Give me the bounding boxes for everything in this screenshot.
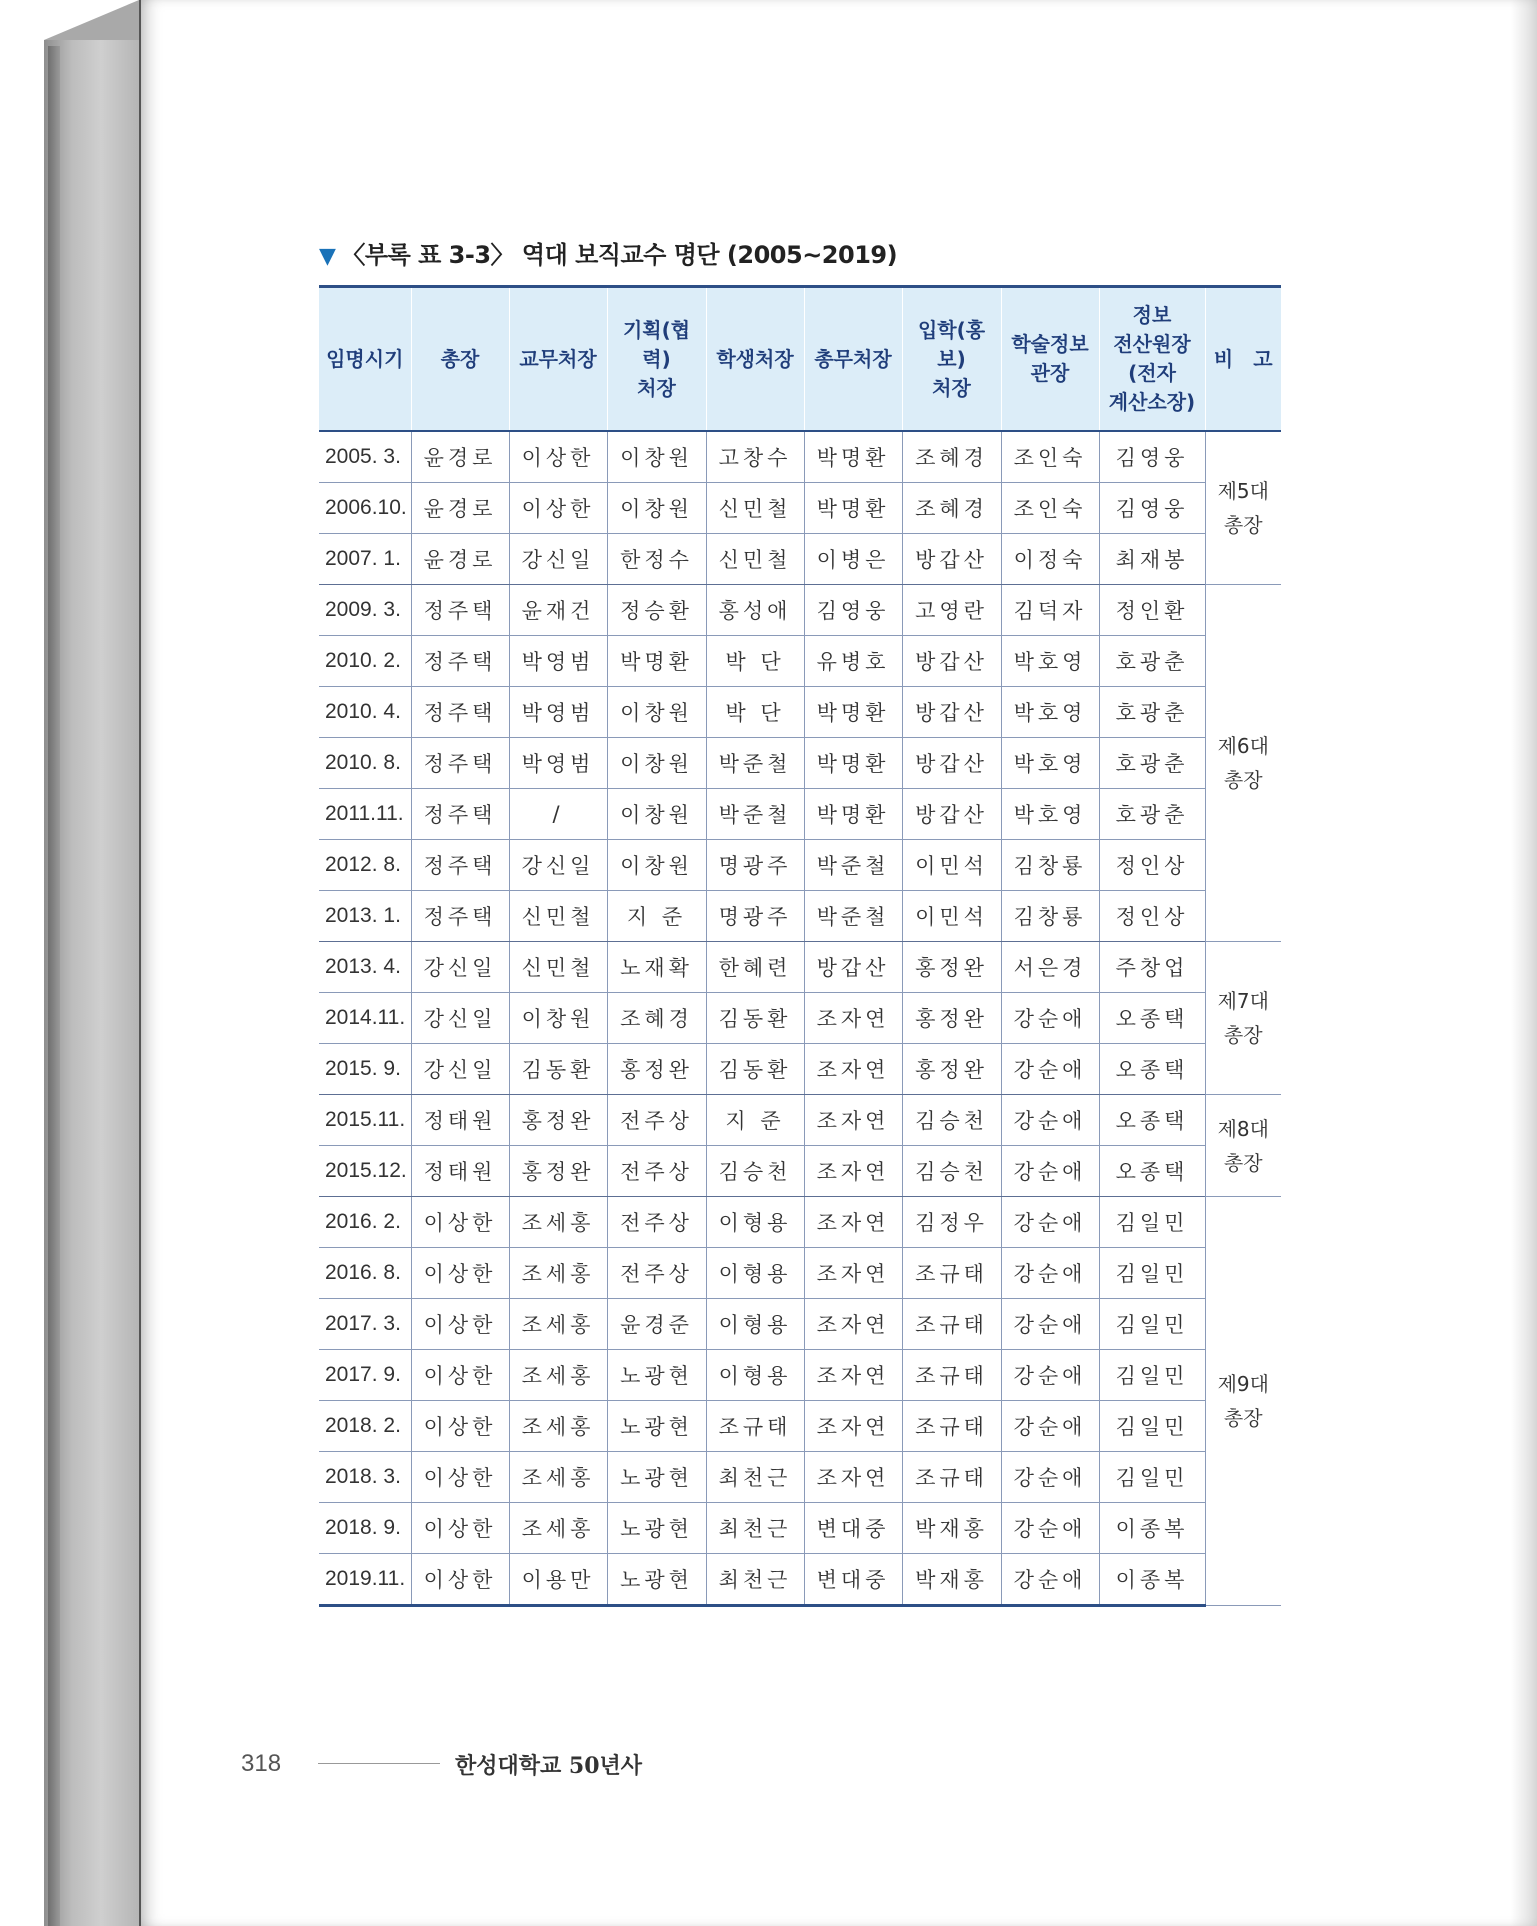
staff-name-cell: 이창원 xyxy=(607,789,706,840)
staff-name-cell: 이상한 xyxy=(411,1452,509,1503)
footer-rule xyxy=(318,1763,440,1764)
staff-name-cell: 홍성애 xyxy=(706,585,804,636)
staff-name-cell: 정주택 xyxy=(411,687,509,738)
staff-name-cell: 윤재건 xyxy=(509,585,607,636)
appointment-date: 2009. 3. xyxy=(319,585,411,636)
staff-name-cell: 박준철 xyxy=(804,891,902,942)
staff-name-cell: 조자연 xyxy=(804,1146,902,1197)
staff-name-cell: 전주상 xyxy=(607,1095,706,1146)
staff-name-cell: 전주상 xyxy=(607,1248,706,1299)
staff-name-cell: 이상한 xyxy=(411,1401,509,1452)
staff-name-cell: 윤경로 xyxy=(411,483,509,534)
staff-name-cell: 이상한 xyxy=(509,483,607,534)
column-header: 학술정보 관장 xyxy=(1001,287,1099,432)
table-row xyxy=(319,1197,1281,1248)
staff-name-cell: 조규태 xyxy=(902,1452,1001,1503)
staff-name-cell: 홍정완 xyxy=(902,993,1001,1044)
staff-name-cell: 고창수 xyxy=(706,431,804,483)
staff-name-cell: 조세홍 xyxy=(509,1248,607,1299)
staff-name-cell: 홍정완 xyxy=(902,942,1001,993)
staff-name-cell: 박준철 xyxy=(706,789,804,840)
staff-name-cell: 서은경 xyxy=(1001,942,1099,993)
staff-name-cell: 조자연 xyxy=(804,1044,902,1095)
staff-name-cell: 이상한 xyxy=(411,1503,509,1554)
remark-cell: 제9대 총장 xyxy=(1205,1197,1281,1606)
staff-name-cell: 노광현 xyxy=(607,1350,706,1401)
staff-name-cell: 조규태 xyxy=(902,1299,1001,1350)
staff-name-cell: 김정우 xyxy=(902,1197,1001,1248)
staff-name-cell: 강순애 xyxy=(1001,1095,1099,1146)
staff-name-cell: 김동환 xyxy=(706,1044,804,1095)
staff-name-cell: 박호영 xyxy=(1001,636,1099,687)
table-row xyxy=(319,1044,1281,1095)
column-header: 교무처장 xyxy=(509,287,607,432)
staff-name-cell: 홍정완 xyxy=(509,1146,607,1197)
staff-name-cell: 박재홍 xyxy=(902,1503,1001,1554)
table-title-text: 〈부록 표 3-3〉 역대 보직교수 명단 (2005~2019) xyxy=(341,241,898,269)
table-row xyxy=(319,1299,1281,1350)
staff-name-cell: 박 단 xyxy=(706,636,804,687)
table-row xyxy=(319,1095,1281,1146)
remark-cell: 제7대 총장 xyxy=(1205,942,1281,1095)
appointment-date: 2012. 8. xyxy=(319,840,411,891)
staff-name-cell: 조자연 xyxy=(804,1095,902,1146)
staff-name-cell: 유병호 xyxy=(804,636,902,687)
staff-name-cell: 방갑산 xyxy=(902,636,1001,687)
staff-name-cell: 정주택 xyxy=(411,840,509,891)
table-row xyxy=(319,942,1281,993)
staff-name-cell: 오종택 xyxy=(1099,1044,1205,1095)
appointment-date: 2005. 3. xyxy=(319,431,411,483)
staff-name-cell: 이창원 xyxy=(607,687,706,738)
staff-name-cell: 김덕자 xyxy=(1001,585,1099,636)
staff-name-cell: 명광주 xyxy=(706,891,804,942)
staff-name-cell: 정인상 xyxy=(1099,891,1205,942)
staff-name-cell: 박호영 xyxy=(1001,738,1099,789)
staff-name-cell: 김승천 xyxy=(902,1095,1001,1146)
staff-name-cell: 이민석 xyxy=(902,840,1001,891)
table-row xyxy=(319,636,1281,687)
staff-name-cell: 이창원 xyxy=(607,431,706,483)
table-row xyxy=(319,789,1281,840)
staff-name-cell: 이상한 xyxy=(411,1248,509,1299)
staff-name-cell: 전주상 xyxy=(607,1146,706,1197)
appointment-date: 2018. 3. xyxy=(319,1452,411,1503)
staff-name-cell: 김영웅 xyxy=(1099,483,1205,534)
staff-name-cell: 방갑산 xyxy=(902,789,1001,840)
table-row xyxy=(319,534,1281,585)
staff-name-cell: 조혜경 xyxy=(902,483,1001,534)
staff-name-cell: 조세홍 xyxy=(509,1350,607,1401)
staff-name-cell: 조자연 xyxy=(804,1350,902,1401)
appointment-date: 2010. 8. xyxy=(319,738,411,789)
appointment-date: 2006.10. xyxy=(319,483,411,534)
table-body xyxy=(319,431,1281,1606)
staff-name-cell: 조자연 xyxy=(804,1452,902,1503)
staff-name-cell: 이형용 xyxy=(706,1299,804,1350)
staff-name-cell: 명광주 xyxy=(706,840,804,891)
staff-table xyxy=(319,285,1281,1607)
staff-name-cell: 최재봉 xyxy=(1099,534,1205,585)
staff-name-cell: 강순애 xyxy=(1001,1401,1099,1452)
staff-name-cell: 이형용 xyxy=(706,1248,804,1299)
book-title: 한성대학교 50년사 xyxy=(455,1753,643,1779)
staff-name-cell: 박준철 xyxy=(804,840,902,891)
table-row xyxy=(319,1146,1281,1197)
staff-name-cell: 김일민 xyxy=(1099,1401,1205,1452)
staff-name-cell: 호광춘 xyxy=(1099,738,1205,789)
staff-name-cell: 박호영 xyxy=(1001,789,1099,840)
remark-cell: 제6대 총장 xyxy=(1205,585,1281,942)
appointment-date: 2014.11. xyxy=(319,993,411,1044)
appointment-date: 2016. 2. xyxy=(319,1197,411,1248)
staff-name-cell: 윤경로 xyxy=(411,431,509,483)
appointment-date: 2010. 4. xyxy=(319,687,411,738)
staff-name-cell: 조자연 xyxy=(804,1401,902,1452)
staff-name-cell: 박재홍 xyxy=(902,1554,1001,1606)
book-spine-top xyxy=(44,0,139,40)
staff-name-cell: 조자연 xyxy=(804,1248,902,1299)
staff-name-cell: 호광춘 xyxy=(1099,687,1205,738)
staff-name-cell: 조인숙 xyxy=(1001,483,1099,534)
staff-name-cell: 박명환 xyxy=(804,687,902,738)
staff-name-cell: 김일민 xyxy=(1099,1197,1205,1248)
staff-name-cell: 김승천 xyxy=(902,1146,1001,1197)
staff-name-cell: 강신일 xyxy=(411,993,509,1044)
column-header: 기획(협력) 처장 xyxy=(607,287,706,432)
staff-name-cell: 강신일 xyxy=(411,1044,509,1095)
staff-name-cell: 정인상 xyxy=(1099,840,1205,891)
table-row xyxy=(319,738,1281,789)
staff-name-cell: 박명환 xyxy=(804,431,902,483)
staff-name-cell: 강순애 xyxy=(1001,993,1099,1044)
appointment-date: 2018. 2. xyxy=(319,1401,411,1452)
staff-name-cell: 이상한 xyxy=(411,1350,509,1401)
table-row xyxy=(319,1350,1281,1401)
staff-name-cell: 이종복 xyxy=(1099,1503,1205,1554)
staff-name-cell: / xyxy=(509,789,607,840)
staff-name-cell: 이상한 xyxy=(411,1554,509,1606)
staff-name-cell: 조자연 xyxy=(804,1299,902,1350)
staff-name-cell: 박명환 xyxy=(804,789,902,840)
staff-name-cell: 정승환 xyxy=(607,585,706,636)
staff-name-cell: 김일민 xyxy=(1099,1350,1205,1401)
staff-name-cell: 윤경로 xyxy=(411,534,509,585)
staff-name-cell: 강신일 xyxy=(411,942,509,993)
staff-name-cell: 정인환 xyxy=(1099,585,1205,636)
staff-name-cell: 강순애 xyxy=(1001,1299,1099,1350)
staff-name-cell: 이창원 xyxy=(607,738,706,789)
staff-name-cell: 홍정완 xyxy=(509,1095,607,1146)
staff-name-cell: 변대중 xyxy=(804,1554,902,1606)
staff-name-cell: 조세홍 xyxy=(509,1197,607,1248)
table-row xyxy=(319,483,1281,534)
staff-name-cell: 조인숙 xyxy=(1001,431,1099,483)
appointment-date: 2019.11. xyxy=(319,1554,411,1606)
page-number: 318 xyxy=(241,1750,282,1777)
staff-name-cell: 홍정완 xyxy=(607,1044,706,1095)
staff-name-cell: 신민철 xyxy=(509,891,607,942)
staff-name-cell: 한혜련 xyxy=(706,942,804,993)
column-header: 총무처장 xyxy=(804,287,902,432)
staff-name-cell: 호광춘 xyxy=(1099,636,1205,687)
staff-name-cell: 강순애 xyxy=(1001,1503,1099,1554)
page-edge-shadow xyxy=(1511,0,1537,1926)
header-row xyxy=(319,287,1281,432)
staff-name-cell: 조혜경 xyxy=(902,431,1001,483)
staff-name-cell: 조규태 xyxy=(902,1350,1001,1401)
staff-name-cell: 강순애 xyxy=(1001,1452,1099,1503)
remark-cell: 제5대 총장 xyxy=(1205,431,1281,585)
column-header: 정보 전산원장 (전자 계산소장) xyxy=(1099,287,1205,432)
staff-name-cell: 조혜경 xyxy=(607,993,706,1044)
staff-name-cell: 강순애 xyxy=(1001,1248,1099,1299)
staff-name-cell: 조세홍 xyxy=(509,1401,607,1452)
staff-name-cell: 신민철 xyxy=(706,483,804,534)
staff-name-cell: 김승천 xyxy=(706,1146,804,1197)
staff-name-cell: 이민석 xyxy=(902,891,1001,942)
staff-name-cell: 정주택 xyxy=(411,891,509,942)
appointment-date: 2015.12. xyxy=(319,1146,411,1197)
staff-name-cell: 노광현 xyxy=(607,1401,706,1452)
staff-name-cell: 조규태 xyxy=(902,1248,1001,1299)
staff-name-cell: 방갑산 xyxy=(902,687,1001,738)
staff-name-cell: 이형용 xyxy=(706,1350,804,1401)
column-header: 총장 xyxy=(411,287,509,432)
appointment-date: 2015. 9. xyxy=(319,1044,411,1095)
table-row xyxy=(319,993,1281,1044)
appointment-date: 2013. 1. xyxy=(319,891,411,942)
staff-name-cell: 주창업 xyxy=(1099,942,1205,993)
staff-name-cell: 조자연 xyxy=(804,1197,902,1248)
triangle-marker-icon: ▼ xyxy=(319,244,336,269)
staff-name-cell: 오종택 xyxy=(1099,993,1205,1044)
appointment-date: 2017. 9. xyxy=(319,1350,411,1401)
staff-name-cell: 최천근 xyxy=(706,1554,804,1606)
staff-name-cell: 전주상 xyxy=(607,1197,706,1248)
remark-cell: 제8대 총장 xyxy=(1205,1095,1281,1197)
table-row xyxy=(319,1554,1281,1606)
staff-name-cell: 이용만 xyxy=(509,1554,607,1606)
staff-name-cell: 강순애 xyxy=(1001,1044,1099,1095)
staff-name-cell: 노재확 xyxy=(607,942,706,993)
appointment-date: 2011.11. xyxy=(319,789,411,840)
staff-name-cell: 박 단 xyxy=(706,687,804,738)
staff-name-cell: 이창원 xyxy=(607,840,706,891)
appointment-date: 2018. 9. xyxy=(319,1503,411,1554)
column-header: 입학(홍보) 처장 xyxy=(902,287,1001,432)
staff-name-cell: 정태원 xyxy=(411,1146,509,1197)
staff-name-cell: 정태원 xyxy=(411,1095,509,1146)
staff-name-cell: 정주택 xyxy=(411,636,509,687)
staff-name-cell: 김동환 xyxy=(509,1044,607,1095)
table-row xyxy=(319,1452,1281,1503)
table-row xyxy=(319,1401,1281,1452)
appointment-date: 2013. 4. xyxy=(319,942,411,993)
staff-name-cell: 김영웅 xyxy=(804,585,902,636)
column-header: 비 고 xyxy=(1205,287,1281,432)
staff-name-cell: 정주택 xyxy=(411,585,509,636)
staff-name-cell: 김창룡 xyxy=(1001,891,1099,942)
staff-name-cell: 김일민 xyxy=(1099,1299,1205,1350)
column-header: 학생처장 xyxy=(706,287,804,432)
staff-name-cell: 방갑산 xyxy=(804,942,902,993)
staff-name-cell: 오종택 xyxy=(1099,1146,1205,1197)
table-row xyxy=(319,891,1281,942)
staff-name-cell: 변대중 xyxy=(804,1503,902,1554)
staff-name-cell: 이종복 xyxy=(1099,1554,1205,1606)
appointment-date: 2010. 2. xyxy=(319,636,411,687)
staff-name-cell: 조세홍 xyxy=(509,1452,607,1503)
table-header xyxy=(319,287,1281,432)
book-spine-edge xyxy=(48,46,60,1926)
staff-name-cell: 신민철 xyxy=(706,534,804,585)
staff-name-cell: 이정숙 xyxy=(1001,534,1099,585)
staff-name-cell: 강신일 xyxy=(509,840,607,891)
staff-name-cell: 노광현 xyxy=(607,1503,706,1554)
table-row xyxy=(319,840,1281,891)
staff-name-cell: 김일민 xyxy=(1099,1248,1205,1299)
staff-name-cell: 윤경준 xyxy=(607,1299,706,1350)
staff-name-cell: 이상한 xyxy=(411,1299,509,1350)
staff-name-cell: 노광현 xyxy=(607,1452,706,1503)
staff-name-cell: 호광춘 xyxy=(1099,789,1205,840)
staff-name-cell: 이창원 xyxy=(607,483,706,534)
table-row xyxy=(319,431,1281,483)
staff-name-cell: 조자연 xyxy=(804,993,902,1044)
staff-name-cell: 박호영 xyxy=(1001,687,1099,738)
staff-name-cell: 오종택 xyxy=(1099,1095,1205,1146)
staff-name-cell: 박명환 xyxy=(804,483,902,534)
staff-name-cell: 최천근 xyxy=(706,1452,804,1503)
column-header: 임명시기 xyxy=(319,287,411,432)
staff-name-cell: 고영란 xyxy=(902,585,1001,636)
staff-name-cell: 홍정완 xyxy=(902,1044,1001,1095)
staff-name-cell: 강신일 xyxy=(509,534,607,585)
staff-name-cell: 지 준 xyxy=(706,1095,804,1146)
appointment-date: 2007. 1. xyxy=(319,534,411,585)
staff-name-cell: 조규태 xyxy=(706,1401,804,1452)
staff-name-cell: 이병은 xyxy=(804,534,902,585)
staff-name-cell: 조세홍 xyxy=(509,1503,607,1554)
staff-name-cell: 조규태 xyxy=(902,1401,1001,1452)
staff-name-cell: 지 준 xyxy=(607,891,706,942)
table-row xyxy=(319,687,1281,738)
staff-name-cell: 강순애 xyxy=(1001,1197,1099,1248)
table-title xyxy=(319,235,897,270)
staff-name-cell: 박명환 xyxy=(804,738,902,789)
staff-name-cell: 신민철 xyxy=(509,942,607,993)
staff-name-cell: 강순애 xyxy=(1001,1554,1099,1606)
staff-name-cell: 박영범 xyxy=(509,687,607,738)
staff-name-cell: 최천근 xyxy=(706,1503,804,1554)
staff-name-cell: 박영범 xyxy=(509,636,607,687)
staff-name-cell: 강순애 xyxy=(1001,1350,1099,1401)
staff-name-cell: 김동환 xyxy=(706,993,804,1044)
staff-name-cell: 박명환 xyxy=(607,636,706,687)
staff-name-cell: 한정수 xyxy=(607,534,706,585)
staff-name-cell: 박영범 xyxy=(509,738,607,789)
staff-name-cell: 이상한 xyxy=(411,1197,509,1248)
staff-name-cell: 조세홍 xyxy=(509,1299,607,1350)
staff-name-cell: 박준철 xyxy=(706,738,804,789)
staff-name-cell: 정주택 xyxy=(411,789,509,840)
appointment-date: 2015.11. xyxy=(319,1095,411,1146)
table-row xyxy=(319,1503,1281,1554)
table-row xyxy=(319,1248,1281,1299)
staff-name-cell: 이형용 xyxy=(706,1197,804,1248)
staff-name-cell: 이창원 xyxy=(509,993,607,1044)
staff-name-cell: 정주택 xyxy=(411,738,509,789)
table-row xyxy=(319,585,1281,636)
staff-name-cell: 김창룡 xyxy=(1001,840,1099,891)
staff-name-cell: 강순애 xyxy=(1001,1146,1099,1197)
staff-name-cell: 김영웅 xyxy=(1099,431,1205,483)
appointment-date: 2017. 3. xyxy=(319,1299,411,1350)
staff-name-cell: 방갑산 xyxy=(902,534,1001,585)
staff-name-cell: 방갑산 xyxy=(902,738,1001,789)
staff-name-cell: 노광현 xyxy=(607,1554,706,1606)
staff-name-cell: 이상한 xyxy=(509,431,607,483)
staff-name-cell: 김일민 xyxy=(1099,1452,1205,1503)
appointment-date: 2016. 8. xyxy=(319,1248,411,1299)
